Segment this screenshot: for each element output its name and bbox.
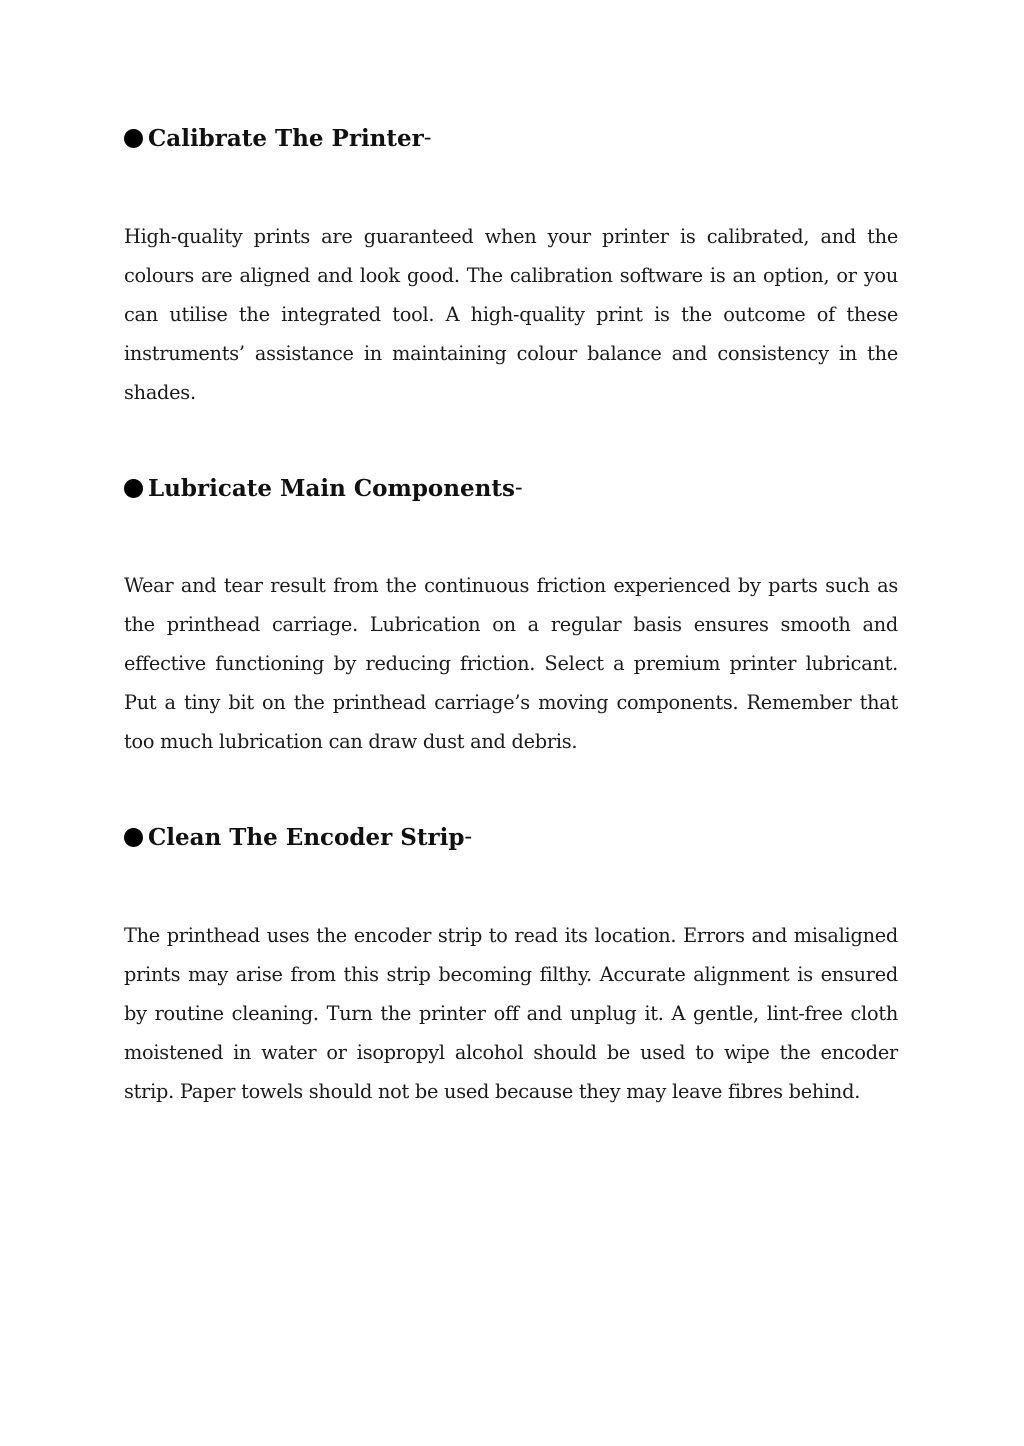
bullet-icon [124,828,143,847]
section-heading-text: Lubricate Main Components [148,474,515,502]
section-body-lubricate: Wear and tear result from the continuous friction experienced by parts such as the printhead carriage. Lubrication on a regular basis ensures smooth and effective functioning by reducing friction. Select a premium printer lubricant. Put a tiny bit on the printhead carriage’s moving components. Remember that too much lubrication can draw dust and debris. [124,574,898,753]
bullet-icon [124,479,143,498]
section-heading-encoder [124,820,898,854]
bullet-icon [124,129,143,148]
heading-suffix: - [464,824,473,850]
section-heading-text: Clean The Encoder Strip [148,823,465,851]
heading-suffix: - [423,125,432,151]
section-heading-calibrate [124,121,898,155]
section-heading-lubricate [124,471,898,505]
section-body-calibrate: High-quality prints are guaranteed when your printer is calibrated, and the colours are aligned and look good. The calibration software is an option, or you can utilise the integrated tool. A high-quality print is the outcome of these instruments’ assistance in maintaining colour balance and consistency in the shades. [124,225,898,404]
section-body-encoder: The printhead uses the encoder strip to read its location. Errors and misaligned prints may arise from this strip becoming filthy. Accurate alignment is ensured by routine cleaning. Turn the printer off and unplug it. A gentle, lint-free cloth moistened in water or isopropyl alcohol should be used to wipe the encoder strip. Paper towels should not be used because they may leave fibres behind. [124,924,898,1103]
heading-suffix: - [514,475,523,501]
section-heading-text: Calibrate The Printer [148,124,424,152]
